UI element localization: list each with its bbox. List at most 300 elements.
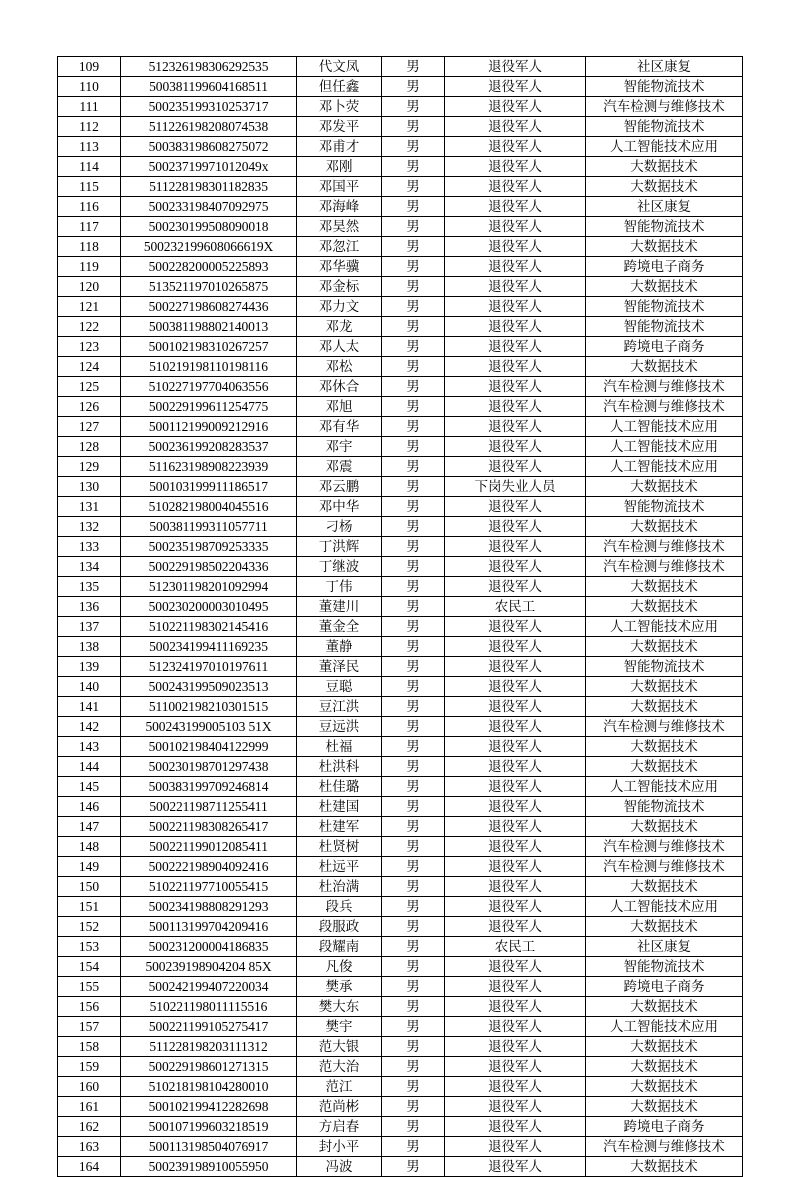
cell-category: 退役军人 [445, 377, 586, 397]
cell-category: 退役军人 [445, 697, 586, 717]
cell-index: 147 [58, 817, 121, 837]
cell-category: 退役军人 [445, 197, 586, 217]
cell-category: 退役军人 [445, 277, 586, 297]
cell-gender: 男 [382, 477, 445, 497]
cell-gender: 男 [382, 297, 445, 317]
cell-category: 退役军人 [445, 417, 586, 437]
table-row [58, 637, 743, 657]
cell-gender: 男 [382, 977, 445, 997]
cell-name: 豆江洪 [297, 697, 382, 717]
table-row [58, 97, 743, 117]
cell-gender: 男 [382, 677, 445, 697]
cell-index: 112 [58, 117, 121, 137]
cell-name: 邓卜荧 [297, 97, 382, 117]
cell-gender: 男 [382, 237, 445, 257]
table-row [58, 137, 743, 157]
cell-name: 段兵 [297, 897, 382, 917]
cell-name: 方启春 [297, 1117, 382, 1137]
cell-category: 退役军人 [445, 397, 586, 417]
cell-index: 160 [58, 1077, 121, 1097]
cell-index: 145 [58, 777, 121, 797]
cell-major: 大数据技术 [586, 517, 743, 537]
cell-name: 丁伟 [297, 577, 382, 597]
cell-category: 退役军人 [445, 457, 586, 477]
cell-gender: 男 [382, 657, 445, 677]
cell-category: 退役军人 [445, 577, 586, 597]
cell-id-number: 500103199911186517 [121, 477, 297, 497]
table-row [58, 377, 743, 397]
cell-category: 退役军人 [445, 837, 586, 857]
cell-major: 社区康复 [586, 937, 743, 957]
cell-category: 退役军人 [445, 1057, 586, 1077]
cell-index: 126 [58, 397, 121, 417]
cell-index: 135 [58, 577, 121, 597]
cell-category: 退役军人 [445, 1097, 586, 1117]
cell-id-number: 500227198608274436 [121, 297, 297, 317]
cell-id-number: 511002198210301515 [121, 697, 297, 717]
cell-gender: 男 [382, 617, 445, 637]
cell-major: 汽车检测与维修技术 [586, 397, 743, 417]
cell-id-number: 510218198104280010 [121, 1077, 297, 1097]
cell-name: 邓宇 [297, 437, 382, 457]
cell-gender: 男 [382, 317, 445, 337]
cell-name: 杜建军 [297, 817, 382, 837]
table-row [58, 597, 743, 617]
cell-index: 159 [58, 1057, 121, 1077]
table-row [58, 457, 743, 477]
cell-category: 退役军人 [445, 517, 586, 537]
cell-gender: 男 [382, 897, 445, 917]
cell-index: 117 [58, 217, 121, 237]
cell-gender: 男 [382, 1097, 445, 1117]
table-row [58, 1157, 743, 1177]
cell-id-number: 500239198910055950 [121, 1157, 297, 1177]
table-row [58, 437, 743, 457]
cell-gender: 男 [382, 797, 445, 817]
cell-name: 邓龙 [297, 317, 382, 337]
cell-id-number: 510282198004045516 [121, 497, 297, 517]
cell-category: 退役军人 [445, 857, 586, 877]
cell-index: 118 [58, 237, 121, 257]
cell-name: 范尚彬 [297, 1097, 382, 1117]
cell-major: 大数据技术 [586, 1097, 743, 1117]
cell-index: 158 [58, 1037, 121, 1057]
cell-gender: 男 [382, 577, 445, 597]
cell-major: 人工智能技术应用 [586, 1017, 743, 1037]
cell-category: 退役军人 [445, 1017, 586, 1037]
cell-id-number: 512301198201092994 [121, 577, 297, 597]
cell-gender: 男 [382, 517, 445, 537]
cell-major: 人工智能技术应用 [586, 617, 743, 637]
cell-index: 151 [58, 897, 121, 917]
cell-id-number: 500234198808291293 [121, 897, 297, 917]
cell-index: 157 [58, 1017, 121, 1037]
cell-name: 丁洪辉 [297, 537, 382, 557]
cell-name: 邓昊然 [297, 217, 382, 237]
cell-gender: 男 [382, 137, 445, 157]
cell-category: 退役军人 [445, 617, 586, 637]
table-row [58, 237, 743, 257]
cell-gender: 男 [382, 1077, 445, 1097]
cell-major: 大数据技术 [586, 1077, 743, 1097]
table-row [58, 817, 743, 837]
cell-index: 143 [58, 737, 121, 757]
cell-name: 豆聪 [297, 677, 382, 697]
cell-category: 退役军人 [445, 157, 586, 177]
cell-major: 大数据技术 [586, 737, 743, 757]
cell-name: 杜福 [297, 737, 382, 757]
cell-category: 退役军人 [445, 997, 586, 1017]
cell-index: 124 [58, 357, 121, 377]
table-row [58, 1117, 743, 1137]
cell-category: 农民工 [445, 597, 586, 617]
cell-major: 大数据技术 [586, 757, 743, 777]
cell-gender: 男 [382, 597, 445, 617]
cell-index: 123 [58, 337, 121, 357]
cell-name: 邓力文 [297, 297, 382, 317]
table-row [58, 477, 743, 497]
cell-name: 封小平 [297, 1137, 382, 1157]
cell-index: 163 [58, 1137, 121, 1157]
table-row [58, 197, 743, 217]
table-row [58, 77, 743, 97]
cell-major: 大数据技术 [586, 637, 743, 657]
cell-index: 150 [58, 877, 121, 897]
table-row [58, 157, 743, 177]
table-row [58, 357, 743, 377]
cell-name: 丁继波 [297, 557, 382, 577]
cell-gender: 男 [382, 637, 445, 657]
cell-name: 邓国平 [297, 177, 382, 197]
cell-major: 人工智能技术应用 [586, 457, 743, 477]
cell-index: 122 [58, 317, 121, 337]
cell-major: 大数据技术 [586, 237, 743, 257]
table-row [58, 177, 743, 197]
cell-gender: 男 [382, 1117, 445, 1137]
table-row [58, 57, 743, 77]
cell-name: 邓金标 [297, 277, 382, 297]
cell-name: 董泽民 [297, 657, 382, 677]
cell-id-number: 500231200004186835 [121, 937, 297, 957]
cell-category: 退役军人 [445, 297, 586, 317]
cell-id-number: 500235199310253717 [121, 97, 297, 117]
cell-gender: 男 [382, 197, 445, 217]
cell-category: 退役军人 [445, 1137, 586, 1157]
cell-index: 133 [58, 537, 121, 557]
cell-major: 汽车检测与维修技术 [586, 837, 743, 857]
table-row [58, 697, 743, 717]
cell-index: 162 [58, 1117, 121, 1137]
cell-index: 130 [58, 477, 121, 497]
cell-name: 杜佳璐 [297, 777, 382, 797]
cell-id-number: 500383199709246814 [121, 777, 297, 797]
table-row [58, 857, 743, 877]
cell-gender: 男 [382, 217, 445, 237]
cell-category: 退役军人 [445, 917, 586, 937]
cell-index: 164 [58, 1157, 121, 1177]
cell-category: 退役军人 [445, 717, 586, 737]
cell-gender: 男 [382, 757, 445, 777]
cell-index: 139 [58, 657, 121, 677]
cell-gender: 男 [382, 717, 445, 737]
cell-gender: 男 [382, 557, 445, 577]
cell-id-number: 511623198908223939 [121, 457, 297, 477]
cell-name: 董建川 [297, 597, 382, 617]
cell-index: 136 [58, 597, 121, 617]
table-row [58, 737, 743, 757]
cell-gender: 男 [382, 917, 445, 937]
cell-name: 范江 [297, 1077, 382, 1097]
cell-index: 129 [58, 457, 121, 477]
cell-gender: 男 [382, 1037, 445, 1057]
cell-major: 跨境电子商务 [586, 337, 743, 357]
cell-category: 退役军人 [445, 537, 586, 557]
cell-id-number: 500230199508090018 [121, 217, 297, 237]
cell-name: 董静 [297, 637, 382, 657]
cell-index: 146 [58, 797, 121, 817]
cell-name: 段服政 [297, 917, 382, 937]
cell-major: 社区康复 [586, 197, 743, 217]
cell-index: 149 [58, 857, 121, 877]
cell-name: 邓震 [297, 457, 382, 477]
cell-name: 杜贤树 [297, 837, 382, 857]
cell-id-number: 500381198802140013 [121, 317, 297, 337]
table-row [58, 997, 743, 1017]
cell-major: 大数据技术 [586, 597, 743, 617]
cell-gender: 男 [382, 117, 445, 137]
cell-index: 131 [58, 497, 121, 517]
cell-id-number: 500221198308265417 [121, 817, 297, 837]
cell-index: 119 [58, 257, 121, 277]
cell-id-number: 512326198306292535 [121, 57, 297, 77]
table-row [58, 617, 743, 637]
cell-major: 大数据技术 [586, 917, 743, 937]
cell-gender: 男 [382, 157, 445, 177]
cell-major: 人工智能技术应用 [586, 137, 743, 157]
cell-index: 120 [58, 277, 121, 297]
roster-table-body [58, 57, 743, 1177]
cell-index: 141 [58, 697, 121, 717]
cell-index: 138 [58, 637, 121, 657]
cell-gender: 男 [382, 937, 445, 957]
cell-name: 邓忽江 [297, 237, 382, 257]
cell-name: 邓人太 [297, 337, 382, 357]
cell-id-number: 500221199105275417 [121, 1017, 297, 1037]
table-row [58, 657, 743, 677]
cell-category: 退役军人 [445, 137, 586, 157]
cell-index: 134 [58, 557, 121, 577]
cell-id-number: 510227197704063556 [121, 377, 297, 397]
cell-gender: 男 [382, 1017, 445, 1037]
cell-gender: 男 [382, 777, 445, 797]
cell-major: 大数据技术 [586, 277, 743, 297]
table-row [58, 957, 743, 977]
cell-category: 退役军人 [445, 877, 586, 897]
cell-major: 人工智能技术应用 [586, 437, 743, 457]
cell-gender: 男 [382, 737, 445, 757]
table-row [58, 977, 743, 997]
cell-id-number: 500102199412282698 [121, 1097, 297, 1117]
table-row [58, 277, 743, 297]
cell-id-number: 500236199208283537 [121, 437, 297, 457]
table-row [58, 837, 743, 857]
table-row [58, 257, 743, 277]
cell-id-number: 500229199611254775 [121, 397, 297, 417]
cell-index: 111 [58, 97, 121, 117]
cell-major: 大数据技术 [586, 477, 743, 497]
cell-category: 退役军人 [445, 177, 586, 197]
cell-major: 大数据技术 [586, 817, 743, 837]
cell-name: 邓松 [297, 357, 382, 377]
cell-category: 退役军人 [445, 217, 586, 237]
table-row [58, 117, 743, 137]
cell-gender: 男 [382, 257, 445, 277]
cell-category: 退役军人 [445, 957, 586, 977]
cell-id-number: 500230200003010495 [121, 597, 297, 617]
cell-gender: 男 [382, 537, 445, 557]
cell-gender: 男 [382, 697, 445, 717]
cell-id-number: 510219198110198116 [121, 357, 297, 377]
cell-id-number: 500234199411169235 [121, 637, 297, 657]
cell-id-number: 500221198711255411 [121, 797, 297, 817]
cell-gender: 男 [382, 997, 445, 1017]
cell-id-number: 511228198203111312 [121, 1037, 297, 1057]
cell-major: 智能物流技术 [586, 317, 743, 337]
cell-category: 退役军人 [445, 797, 586, 817]
cell-index: 155 [58, 977, 121, 997]
cell-major: 汽车检测与维修技术 [586, 557, 743, 577]
cell-index: 154 [58, 957, 121, 977]
cell-category: 退役军人 [445, 1117, 586, 1137]
cell-major: 汽车检测与维修技术 [586, 537, 743, 557]
table-row [58, 397, 743, 417]
cell-gender: 男 [382, 457, 445, 477]
cell-name: 冯波 [297, 1157, 382, 1177]
cell-major: 智能物流技术 [586, 217, 743, 237]
table-row [58, 1057, 743, 1077]
cell-name: 范大治 [297, 1057, 382, 1077]
cell-gender: 男 [382, 337, 445, 357]
cell-category: 退役军人 [445, 437, 586, 457]
cell-id-number: 500381199604168511 [121, 77, 297, 97]
table-row [58, 797, 743, 817]
cell-name: 邓刚 [297, 157, 382, 177]
cell-major: 跨境电子商务 [586, 977, 743, 997]
cell-name: 杜远平 [297, 857, 382, 877]
cell-major: 智能物流技术 [586, 297, 743, 317]
cell-name: 杜建国 [297, 797, 382, 817]
cell-id-number: 500243199005103 51X [121, 717, 297, 737]
cell-name: 段耀南 [297, 937, 382, 957]
cell-major: 人工智能技术应用 [586, 897, 743, 917]
cell-name: 范大银 [297, 1037, 382, 1057]
table-row [58, 777, 743, 797]
cell-name: 凡俊 [297, 957, 382, 977]
cell-index: 152 [58, 917, 121, 937]
cell-index: 128 [58, 437, 121, 457]
cell-id-number: 510221198302145416 [121, 617, 297, 637]
cell-category: 退役军人 [445, 1037, 586, 1057]
cell-name: 邓甫才 [297, 137, 382, 157]
cell-category: 退役军人 [445, 317, 586, 337]
table-row [58, 1077, 743, 1097]
cell-category: 下岗失业人员 [445, 477, 586, 497]
cell-name: 豆远洪 [297, 717, 382, 737]
cell-major: 大数据技术 [586, 697, 743, 717]
cell-major: 大数据技术 [586, 677, 743, 697]
cell-gender: 男 [382, 277, 445, 297]
cell-id-number: 510221198011115516 [121, 997, 297, 1017]
table-row [58, 217, 743, 237]
cell-category: 退役军人 [445, 677, 586, 697]
table-row [58, 1017, 743, 1037]
table-row [58, 877, 743, 897]
cell-index: 156 [58, 997, 121, 1017]
table-row [58, 577, 743, 597]
cell-id-number: 500235198709253335 [121, 537, 297, 557]
cell-name: 邓中华 [297, 497, 382, 517]
cell-major: 大数据技术 [586, 577, 743, 597]
cell-id-number: 500112199009212916 [121, 417, 297, 437]
cell-gender: 男 [382, 857, 445, 877]
table-row [58, 897, 743, 917]
cell-id-number: 500232199608066619X [121, 237, 297, 257]
cell-id-number: 500102198310267257 [121, 337, 297, 357]
table-row [58, 917, 743, 937]
cell-id-number: 513521197010265875 [121, 277, 297, 297]
cell-index: 148 [58, 837, 121, 857]
table-row [58, 297, 743, 317]
cell-id-number: 500228200005225893 [121, 257, 297, 277]
cell-id-number: 500233198407092975 [121, 197, 297, 217]
cell-name: 邓有华 [297, 417, 382, 437]
cell-id-number: 500243199509023513 [121, 677, 297, 697]
cell-major: 大数据技术 [586, 177, 743, 197]
cell-major: 智能物流技术 [586, 657, 743, 677]
cell-index: 113 [58, 137, 121, 157]
table-row [58, 417, 743, 437]
cell-id-number: 511228198301182835 [121, 177, 297, 197]
cell-name: 董金全 [297, 617, 382, 637]
cell-index: 140 [58, 677, 121, 697]
cell-category: 退役军人 [445, 497, 586, 517]
table-row [58, 537, 743, 557]
cell-major: 智能物流技术 [586, 797, 743, 817]
roster-table [57, 56, 743, 1177]
cell-gender: 男 [382, 57, 445, 77]
cell-id-number: 510221197710055415 [121, 877, 297, 897]
cell-name: 邓华骥 [297, 257, 382, 277]
cell-name: 樊宇 [297, 1017, 382, 1037]
cell-index: 114 [58, 157, 121, 177]
cell-name: 刁杨 [297, 517, 382, 537]
cell-category: 退役军人 [445, 117, 586, 137]
cell-index: 137 [58, 617, 121, 637]
table-row [58, 1137, 743, 1157]
cell-gender: 男 [382, 497, 445, 517]
cell-name: 代文凤 [297, 57, 382, 77]
cell-major: 人工智能技术应用 [586, 417, 743, 437]
cell-gender: 男 [382, 1137, 445, 1157]
cell-major: 汽车检测与维修技术 [586, 857, 743, 877]
cell-id-number: 500229198502204336 [121, 557, 297, 577]
cell-gender: 男 [382, 437, 445, 457]
cell-name: 邓休合 [297, 377, 382, 397]
cell-id-number: 512324197010197611 [121, 657, 297, 677]
cell-id-number: 500221199012085411 [121, 837, 297, 857]
cell-gender: 男 [382, 1057, 445, 1077]
table-row [58, 317, 743, 337]
